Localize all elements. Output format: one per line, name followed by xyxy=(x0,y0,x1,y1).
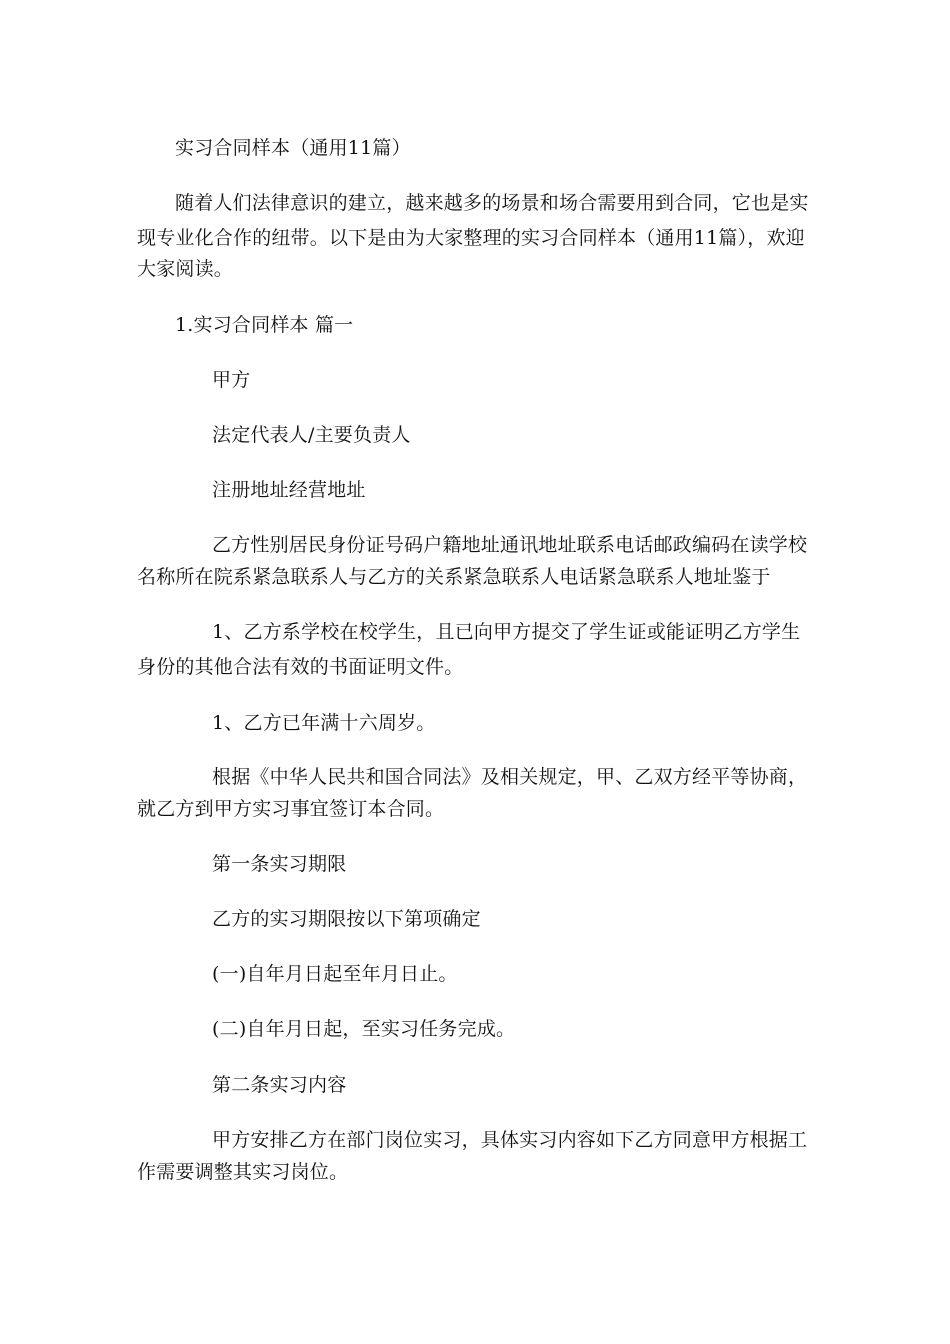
article2-text-line-2: 作需要调整其实习岗位。 xyxy=(137,1161,349,1183)
address-label: 注册地址经营地址 xyxy=(212,479,366,501)
party-b-line-1: 乙方性别居民身份证号码户籍地址通讯地址联系电话邮政编码在读学校 xyxy=(212,534,808,556)
article2-title: 第二条实习内容 xyxy=(212,1074,347,1096)
basis-line-2: 就乙方到甲方实习事宜签订本合同。 xyxy=(137,798,445,820)
clause-age: 1、乙方已年满十六周岁。 xyxy=(212,712,436,734)
clause-student-line-2: 身份的其他合法有效的书面证明文件。 xyxy=(137,656,464,678)
article1-option-2: (二)自年月日起，至实习任务完成。 xyxy=(212,1018,516,1040)
basis-line-1: 根据《中华人民共和国合同法》及相关规定，甲、乙双方经平等协商， xyxy=(212,766,808,788)
article2-text-line-1: 甲方安排乙方在部门岗位实习，具体实习内容如下乙方同意甲方根据工 xyxy=(212,1129,808,1151)
article1-title: 第一条实习期限 xyxy=(212,853,347,875)
party-a-label: 甲方 xyxy=(212,369,251,391)
article1-option-1: (一)自年月日起至年月日止。 xyxy=(212,963,458,985)
legal-rep-label: 法定代表人/主要负责人 xyxy=(212,424,411,446)
intro-line-3: 大家阅读。 xyxy=(137,258,234,280)
document-title: 实习合同样本（通用11篇） xyxy=(175,137,411,159)
intro-line-1: 随着人们法律意识的建立，越来越多的场景和场合需要用到合同，它也是实 xyxy=(175,192,809,214)
intro-line-2: 现专业化合作的纽带。以下是由为大家整理的实习合同样本（通用11篇），欢迎 xyxy=(137,227,805,249)
article1-text: 乙方的实习期限按以下第项确定 xyxy=(212,908,481,930)
party-b-line-2: 名称所在院系紧急联系人与乙方的关系紧急联系人电话紧急联系人地址鉴于 xyxy=(137,566,771,588)
clause-student-line-1: 1、乙方系学校在校学生，且已向甲方提交了学生证或能证明乙方学生 xyxy=(212,621,801,643)
section-heading: 1.实习合同样本 篇一 xyxy=(175,314,354,336)
